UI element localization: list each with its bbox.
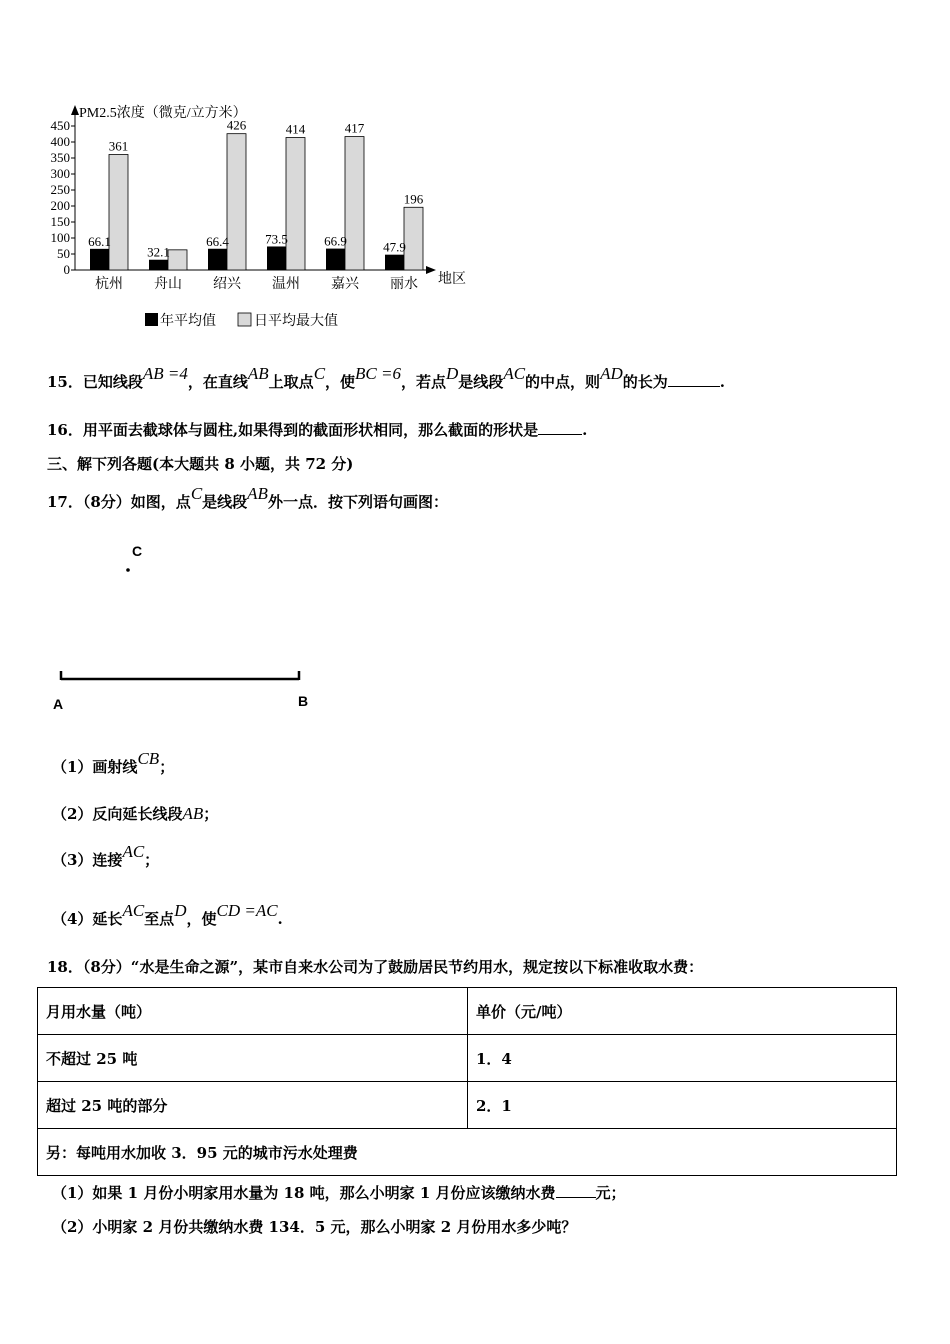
x-tick-label-2: 绍兴	[213, 277, 241, 292]
x-axis-arrow	[426, 266, 436, 274]
q17-part-1: （1）画射线CB；	[52, 749, 175, 776]
label-a: A	[53, 696, 64, 712]
bar-annual-0	[90, 249, 109, 270]
bar-daily-max-1	[168, 250, 187, 270]
x-tick-label-1: 舟山	[154, 277, 182, 292]
table-cell: 1．4	[468, 1035, 897, 1082]
data-label-annual-0: 66.1	[88, 233, 111, 249]
data-label-daily-max-5: 196	[403, 191, 424, 207]
y-tick-label: 150	[50, 214, 70, 229]
question-15: 15．已知线段AB =4，在直线AB上取点C，使BC =6，若点D是线段AC的中点，则AD的长为 .	[47, 364, 725, 391]
table-row	[38, 1129, 897, 1176]
bar-daily-max-3	[286, 138, 305, 270]
question-17: 17．（8分）如图，点C是线段AB外一点．按下列语句画图：	[47, 484, 448, 511]
table-row	[38, 1082, 897, 1129]
y-tick-label: 50	[57, 246, 70, 261]
bar-annual-2	[208, 249, 227, 270]
data-label-annual-3: 73.5	[265, 231, 288, 247]
table-cell: 2．1	[468, 1082, 897, 1129]
q18-part-1: （1）如果 1 月份小明家用水量为 18 吨，那么小明家 1 月份应该缴纳水费 元；	[52, 1184, 626, 1202]
data-label-annual-2: 66.4	[206, 233, 229, 249]
bar-daily-max-2	[227, 134, 246, 270]
q17-figure	[40, 535, 330, 720]
question-16: 16．用平面去截球体与圆柱,如果得到的截面形状相同，那么截面的形状是 .	[47, 421, 588, 439]
legend-swatch-daily-max	[238, 313, 251, 326]
y-tick-label: 0	[63, 262, 70, 277]
table-row	[38, 988, 897, 1035]
chart-xlabel: 地区	[438, 272, 466, 287]
y-tick-label: 250	[50, 182, 70, 197]
x-tick-label-3: 温州	[272, 277, 300, 292]
bar-daily-max-4	[345, 137, 364, 270]
water-fee-table	[37, 987, 897, 1176]
answer-blank[interactable]	[556, 1183, 596, 1198]
data-label-daily-max-0: 361	[108, 138, 129, 154]
data-label-daily-max-4: 417	[344, 120, 365, 136]
y-tick-label: 200	[50, 198, 70, 213]
table-header-price: 单价（元/吨）	[468, 988, 897, 1035]
section-heading: 三、解下列各题(本大题共 8 小题，共 72 分)	[47, 455, 354, 473]
y-tick-label: 100	[50, 230, 70, 245]
point-c	[126, 568, 130, 572]
question-18: 18．（8分）“水是生命之源”，某市自来水公司为了鼓励居民节约用水，规定按以下标准收取水费：	[47, 958, 704, 976]
y-axis-arrow	[71, 105, 79, 115]
label-c: C	[132, 543, 143, 559]
data-label-daily-max-3: 414	[285, 121, 306, 137]
bar-annual-4	[326, 249, 345, 270]
legend-swatch-annual	[145, 313, 158, 326]
table-row	[38, 1035, 897, 1082]
y-tick-label: 300	[50, 166, 70, 181]
data-label-daily-max-2: 426	[226, 117, 247, 133]
legend-label-daily-max: 日平均最大值	[254, 314, 338, 329]
y-tick-label: 400	[50, 134, 70, 149]
q17-part-3: （3）连接AC；	[52, 842, 160, 869]
answer-blank[interactable]	[538, 420, 582, 435]
x-tick-label-5: 丽水	[390, 277, 418, 292]
bar-daily-max-0	[109, 154, 128, 270]
x-tick-label-4: 嘉兴	[331, 277, 359, 292]
label-b: B	[298, 693, 309, 709]
x-tick-label-0: 杭州	[95, 277, 123, 292]
q18-part-2: （2）小明家 2 月份共缴纳水费 134．5 元，那么小明家 2 月份用水多少吨？	[52, 1218, 577, 1236]
answer-blank[interactable]	[668, 372, 720, 387]
y-tick-label: 350	[50, 150, 70, 165]
data-label-annual-5: 47.9	[383, 239, 406, 255]
q17-part-4: （4）延长AC至点D，使CD =AC.	[52, 901, 283, 928]
table-cell: 超过 25 吨的部分	[38, 1082, 468, 1129]
pm25-bar-chart	[30, 96, 490, 341]
q17-part-2: （2）反向延长线段AB；	[52, 804, 219, 823]
bar-annual-3	[267, 246, 286, 270]
chart-ylabel: PM2.5浓度（微克/立方米）	[79, 106, 247, 121]
data-label-annual-4: 66.9	[324, 233, 347, 249]
legend-label-annual: 年平均值	[160, 314, 216, 329]
table-cell: 不超过 25 吨	[38, 1035, 468, 1082]
bar-daily-max-5	[404, 207, 423, 270]
bar-annual-1	[149, 260, 168, 270]
y-tick-label: 450	[50, 118, 70, 133]
data-label-annual-1: 32.1	[147, 244, 170, 260]
table-header-usage: 月用水量（吨）	[38, 988, 468, 1035]
table-note: 另：每吨用水加收 3．95 元的城市污水处理费	[38, 1129, 897, 1176]
bar-annual-5	[385, 255, 404, 270]
